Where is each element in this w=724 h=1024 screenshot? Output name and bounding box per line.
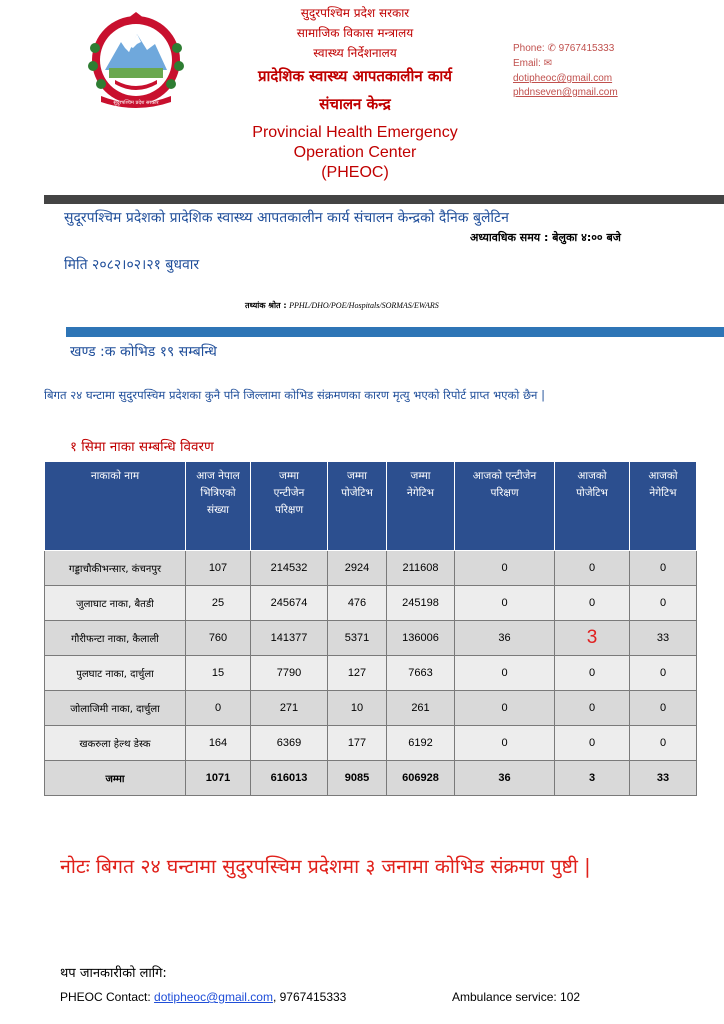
header-divider: [44, 195, 724, 204]
cell: 0: [630, 691, 697, 726]
source-label: तथ्यांक श्रोत :: [245, 301, 287, 310]
cell: 0: [555, 586, 630, 621]
cell: 7663: [387, 656, 455, 691]
cell: 214532: [251, 551, 328, 586]
col-header: जम्मा एन्टीजेन परिक्षण: [251, 462, 328, 551]
nepal-emblem: [75, 8, 197, 108]
email-label: Email:: [513, 58, 541, 69]
cell: 36: [455, 621, 555, 656]
center-name-np-line1: प्रादेशिक स्वास्थ्य आपतकालीन कार्य: [257, 67, 453, 85]
phone-label: Phone:: [513, 43, 545, 54]
cell: 0: [455, 691, 555, 726]
ministry-name: सामाजिक विकास मन्त्रालय: [296, 26, 414, 40]
bulletin-date: मिति २०८२।०२।२१ बुधवार: [64, 257, 200, 273]
cell: 616013: [251, 761, 328, 796]
cell: 136006: [387, 621, 455, 656]
cell: 271: [251, 691, 328, 726]
more-info-label: थप जानकारीको लागि:: [60, 966, 167, 981]
footer-phone: , 9767415333: [272, 990, 347, 1004]
cell: 0: [630, 586, 697, 621]
cell: 0: [455, 586, 555, 621]
gov-name: सुदुरपश्चिम प्रदेश सरकार: [300, 6, 410, 20]
center-name-en-line1: Provincial Health Emergency: [252, 124, 458, 141]
cell: 2924: [328, 551, 387, 586]
cell: 0: [630, 726, 697, 761]
table-row: [45, 691, 697, 726]
cell: 25: [186, 586, 251, 621]
cell-name: खकरुला हेल्थ डेस्क: [45, 726, 186, 761]
center-name-np-line2: संचालन केन्द्र: [319, 95, 391, 113]
footer-contact-label: PHEOC Contact:: [60, 990, 151, 1004]
cell-name: गड्डाचौकीभन्सार, कंचनपुर: [45, 551, 186, 586]
section-title: खण्ड :क कोभिड १९ सम्बन्धि: [70, 344, 217, 360]
footer-email-link[interactable]: dotipheoc@gmail.com: [154, 990, 273, 1004]
center-name-en-line3: (PHEOC): [321, 164, 389, 181]
table-heading: १ सिमा नाका सम्बन्धि विवरण: [70, 439, 214, 455]
cell: 0: [555, 726, 630, 761]
col-header: आजको पोजेटिभ: [555, 462, 630, 551]
cell: 141377: [251, 621, 328, 656]
email-link-2[interactable]: phdnseven@gmail.com: [513, 87, 618, 98]
cell: 476: [328, 586, 387, 621]
table-total-row: [45, 761, 697, 796]
table-row: [45, 586, 697, 621]
cell: 33: [630, 761, 697, 796]
cell-name: गौरीफन्टा नाका, कैलाली: [45, 621, 186, 656]
table-header-row: [45, 462, 697, 551]
cell: 261: [387, 691, 455, 726]
col-header: जम्मा नेगेटिभ: [387, 462, 455, 551]
center-name-en-line2: Operation Center: [293, 144, 417, 161]
cell: 0: [630, 551, 697, 586]
cell: 0: [186, 691, 251, 726]
phone-number: 9767415333: [558, 43, 615, 54]
cell: 3: [555, 761, 630, 796]
cell: 606928: [387, 761, 455, 796]
cell: 760: [186, 621, 251, 656]
phone-icon: ✆: [547, 43, 556, 54]
col-header: नाकाको नाम: [45, 462, 186, 551]
table-row: [45, 551, 697, 586]
table-row: [45, 726, 697, 761]
cell: 245674: [251, 586, 328, 621]
cell: 0: [455, 726, 555, 761]
cell: 0: [555, 656, 630, 691]
col-header: आजको एन्टीजेन परिक्षण: [455, 462, 555, 551]
cell: 0: [455, 551, 555, 586]
cell: 10: [328, 691, 387, 726]
cell: 211608: [387, 551, 455, 586]
col-header: आज नेपाल भित्रिएको संख्या: [186, 462, 251, 551]
cell-highlight: 3: [555, 621, 630, 656]
cell: 1071: [186, 761, 251, 796]
source-value: PPHL/DHO/POE/Hospitals/SORMAS/EWARS: [289, 301, 439, 310]
col-header: जम्मा पोजेटिभ: [328, 462, 387, 551]
cell: 6369: [251, 726, 328, 761]
directorate-name: स्वास्थ्य निर्देशनालय: [313, 46, 397, 60]
cell: 164: [186, 726, 251, 761]
cell: 6192: [387, 726, 455, 761]
cell: 0: [555, 691, 630, 726]
cell: 9085: [328, 761, 387, 796]
cell: 36: [455, 761, 555, 796]
death-report-notice: बिगत २४ घन्टामा सुदुरपस्चिम प्रदेशका कुनै पनि जिल्लामा कोभिड संक्रमणका कारण मृत्यु भएको रिपोर्ट प्राप्त भएकाे छैन |: [44, 388, 545, 402]
mail-icon: ✉: [543, 58, 552, 69]
cell-name: जम्मा: [45, 761, 186, 796]
table-row: [45, 656, 697, 691]
bulletin-title: सुदूरपश्चिम प्रदेशको प्रादेशिक स्वास्थ्य आपतकालीन कार्य संचालन केन्द्रको दैनिक बुलेटिन: [64, 210, 509, 226]
cell: 177: [328, 726, 387, 761]
cell-name: जुलाघाट नाका, बैतडी: [45, 586, 186, 621]
cell: 127: [328, 656, 387, 691]
data-source: [245, 300, 439, 311]
email-link-1[interactable]: dotipheoc@gmail.com: [513, 73, 613, 84]
cell: 15: [186, 656, 251, 691]
ambulance-service: Ambulance service: 102: [452, 990, 581, 1004]
cell: 0: [455, 656, 555, 691]
update-time: अध्यावधिक समय : बेलुका ४:०० बजे: [470, 231, 621, 244]
emblem-text: सुदुरपश्चिम प्रदेश सरकार: [113, 100, 159, 106]
cell: 7790: [251, 656, 328, 691]
cell: 33: [630, 621, 697, 656]
contact-email: [513, 58, 552, 69]
cell: 107: [186, 551, 251, 586]
border-point-table: [44, 461, 697, 796]
table-row: [45, 621, 697, 656]
cell-name: पुलघाट नाका, दार्चुला: [45, 656, 186, 691]
section-divider: [66, 327, 724, 337]
cell: 0: [555, 551, 630, 586]
cell: 245198: [387, 586, 455, 621]
cell-name: जोलाजिमी नाका, दार्चुला: [45, 691, 186, 726]
col-header: आजको नेगेटिभ: [630, 462, 697, 551]
covid-note: नोटः बिगत २४ घन्टामा सुदुरपस्चिम प्रदेशमा ३ जनामा कोभिड संक्रमण पुष्टी |: [60, 855, 591, 878]
footer-contact: [60, 990, 346, 1004]
cell: 0: [630, 656, 697, 691]
contact-phone: [513, 43, 614, 54]
cell: 5371: [328, 621, 387, 656]
